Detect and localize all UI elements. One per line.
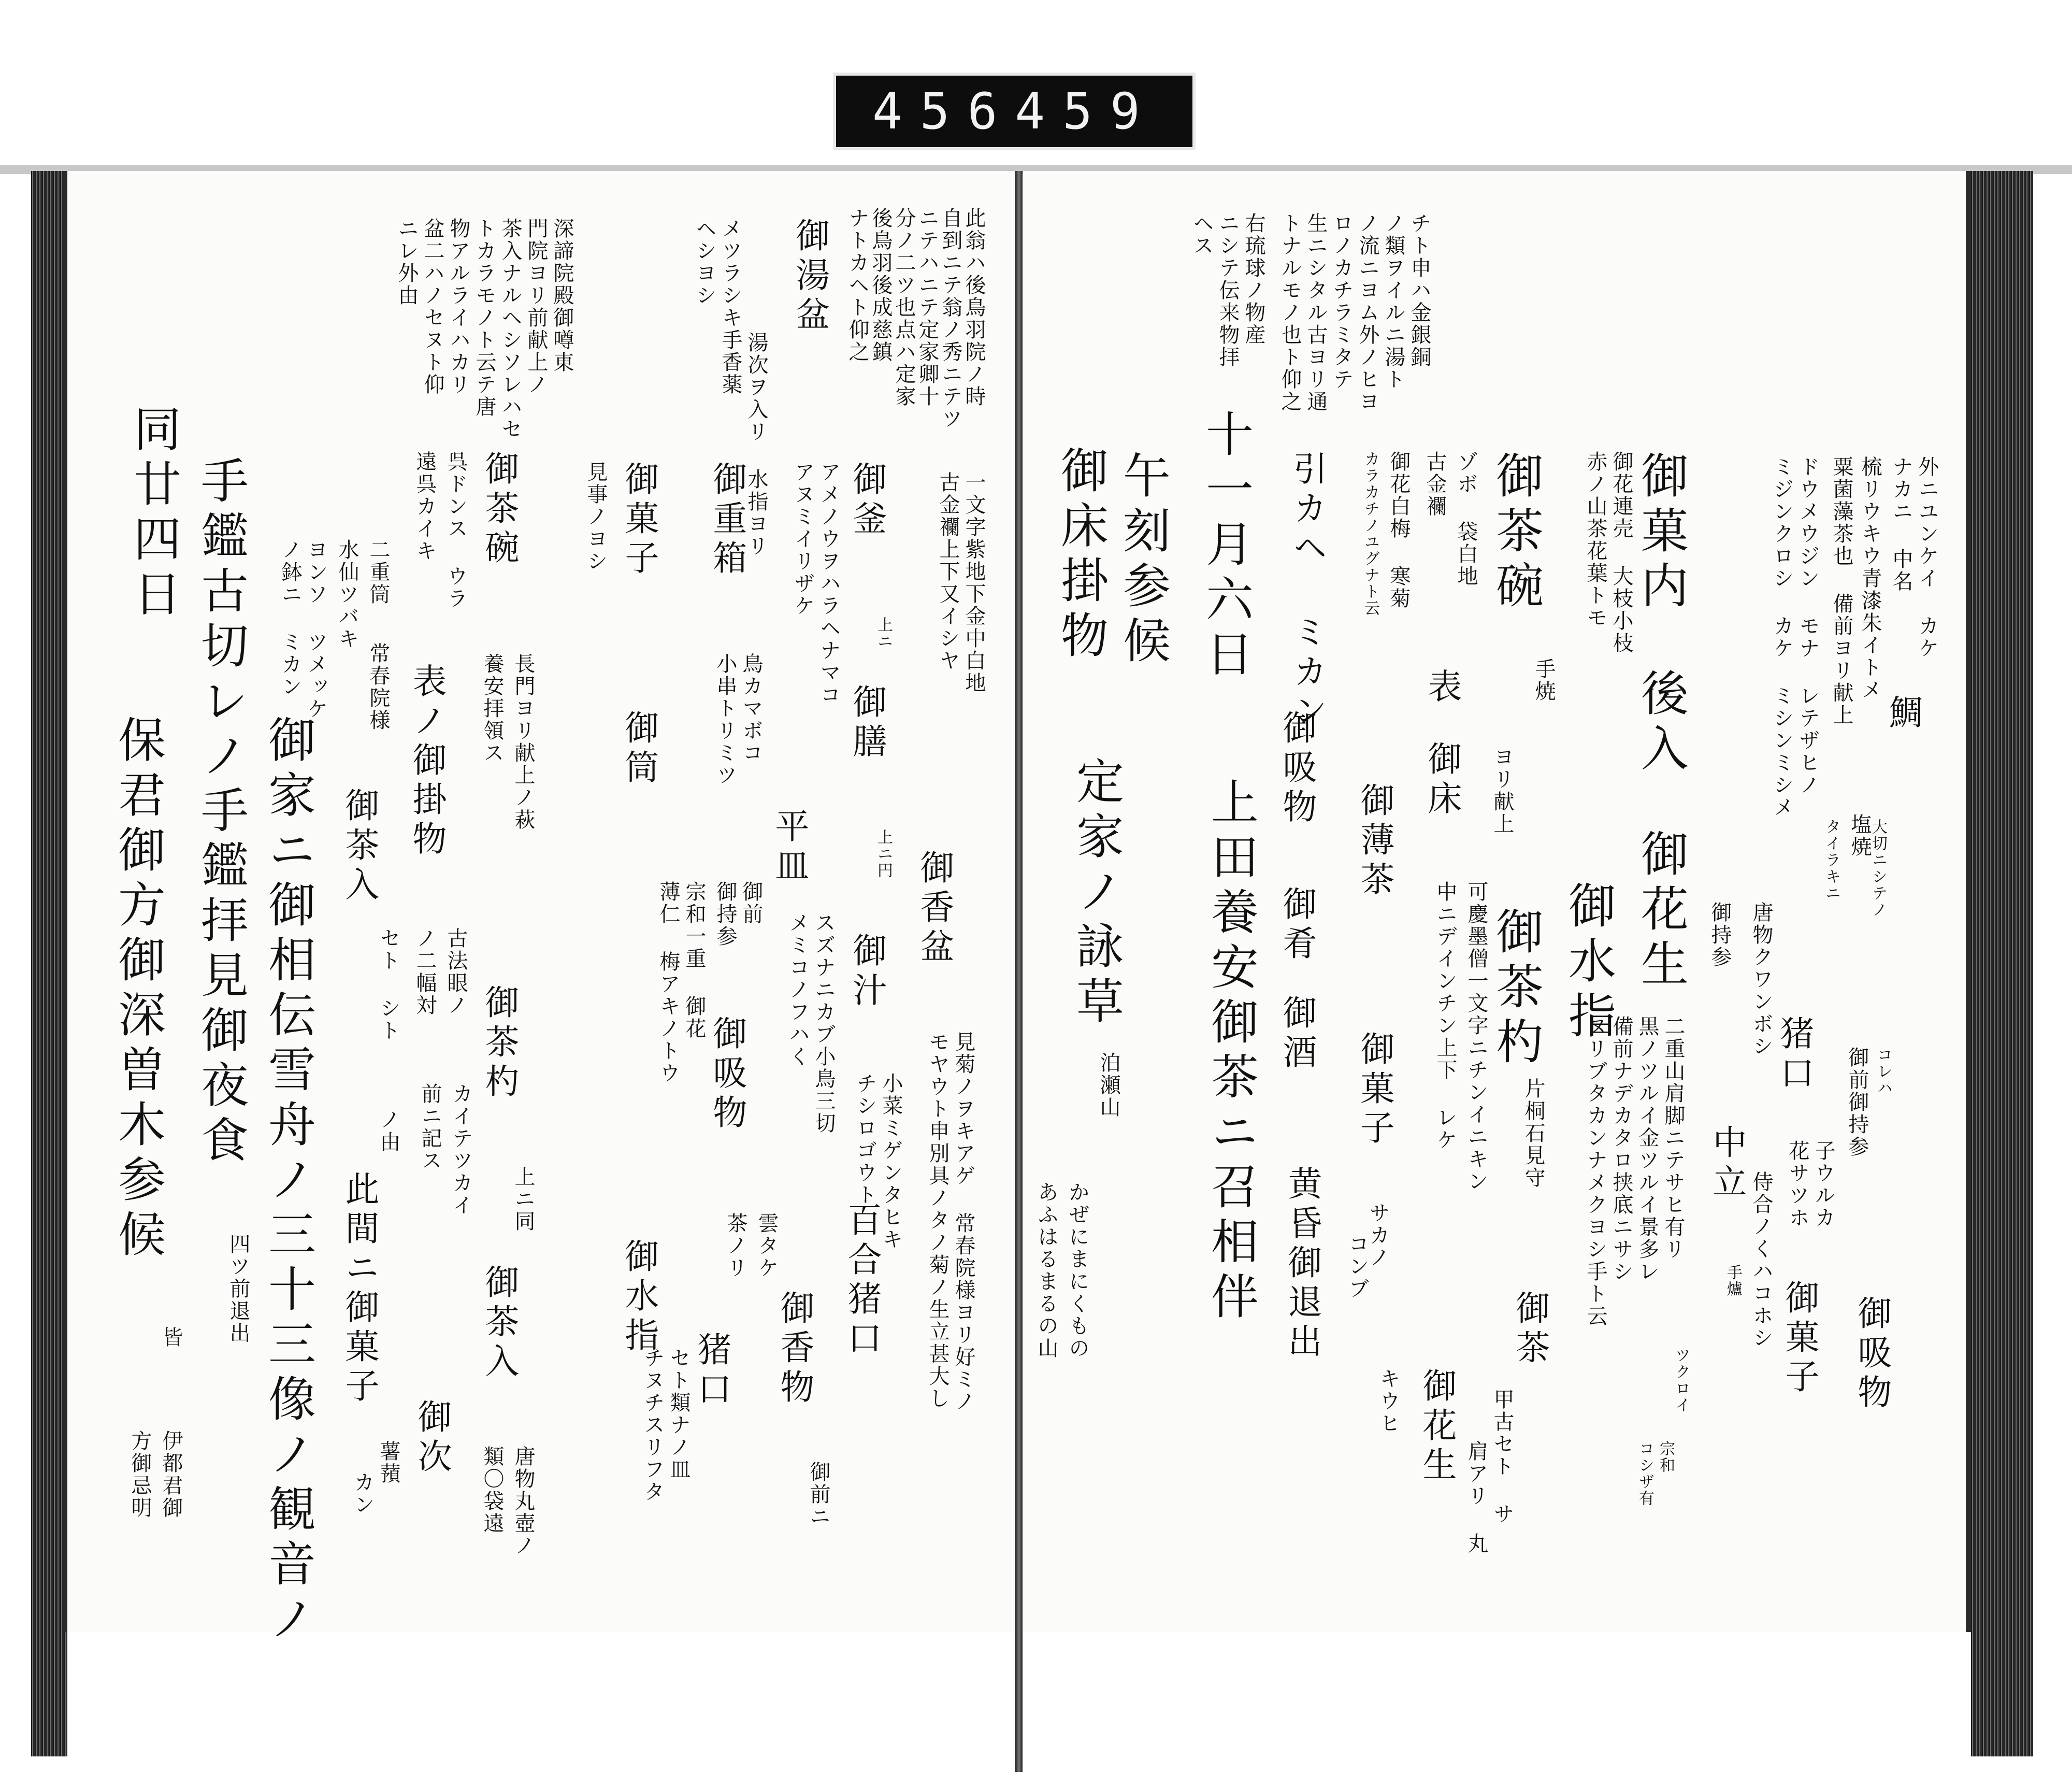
text-column: 御茶碗 — [479, 451, 519, 569]
text-column: カン — [351, 1471, 375, 1516]
text-column: 御釜 — [847, 461, 887, 540]
text-column: ナトカヘト仰之 — [845, 207, 869, 363]
text-column: 上ニ — [874, 617, 893, 650]
text-column: 御水指 — [1561, 881, 1616, 1046]
text-column: 御花生 — [1633, 829, 1689, 994]
text-column: 外ニユンケイ カケ — [1915, 456, 1939, 660]
text-column: 遠呉カイキ — [413, 451, 437, 562]
text-column: ツクロイ — [1672, 1347, 1690, 1413]
text-column: ニテハニテ定家卿十 — [915, 207, 939, 408]
text-column: 深諦院殿御噂東 — [550, 218, 574, 374]
text-column: ヘス — [1190, 212, 1214, 257]
text-column: 小串トリミツ — [713, 653, 737, 787]
text-column: カイテツカイ — [449, 1083, 473, 1217]
text-column: 自到ニテ翁ノ秀ニテツ — [939, 207, 962, 430]
text-column: 分ノ二ツ也点ハ定家 — [892, 207, 916, 408]
text-column: 門院ヨリ前献上ノ — [524, 218, 548, 396]
text-column: コンブ — [1345, 1233, 1369, 1300]
text-column: 御菓子 — [1355, 1031, 1394, 1149]
text-column: 御持参 — [713, 881, 737, 948]
text-column: 上田養安御茶ニ召相伴 — [1203, 777, 1259, 1326]
text-column: 一文字紫地下金中白地 — [962, 471, 986, 694]
text-column: セト シト — [377, 927, 400, 1042]
text-column: 物アルライハカリ — [447, 218, 470, 396]
text-column: 粟菌藻茶也 備前ヨリ献上 — [1830, 456, 1853, 726]
text-column: 御床 — [1422, 741, 1462, 820]
text-column: 御茶入 — [479, 1264, 519, 1382]
text-column: セト類ナノ皿 — [667, 1347, 690, 1481]
text-column: 後入 — [1633, 668, 1689, 778]
text-column: 古金襴上下又イシヤ — [936, 471, 960, 672]
text-column: カラカチノユグナト云 — [1361, 451, 1379, 617]
text-column: 前ニ記ス — [418, 1083, 442, 1172]
text-column: 伊都君御 — [159, 1430, 183, 1519]
text-column: 宗和一重 御花 — [682, 881, 706, 1040]
text-column: 薄仁 梅アキノトウ — [656, 881, 680, 1084]
text-column: 御前御持参 — [1845, 1047, 1869, 1158]
text-column: 見事ノヨシ — [584, 461, 608, 573]
text-column: 此間ニ御菓子 — [339, 1171, 379, 1407]
text-column: 表 — [1422, 668, 1462, 708]
text-column: 備前ナデカタロ挟底ニサシ — [1609, 1016, 1633, 1283]
text-column: 肩アリ 丸 — [1464, 1440, 1488, 1555]
text-column: 皆 — [159, 1326, 183, 1349]
text-column: チシロゴウト — [853, 1073, 877, 1206]
book-edge-right — [1971, 171, 2033, 1756]
text-column: ニレ外由 — [395, 218, 419, 307]
text-column: タイラキニ — [1822, 819, 1840, 902]
text-column: 赤ノ山茶花葉トモ — [1584, 451, 1607, 629]
text-column: 御茶杓 — [1488, 907, 1544, 1071]
text-column: 御汁 — [847, 933, 887, 1011]
text-column: 大切ニシテノ — [1869, 819, 1887, 918]
text-column: 鳥カマボコ — [739, 653, 763, 764]
text-column: アヌミイリザケ — [791, 461, 815, 617]
text-column: 同廿四日 — [126, 404, 181, 624]
text-column: アメノウヲハラヘナマコ — [817, 461, 841, 706]
text-column: 御吸物 — [1277, 710, 1317, 828]
text-column: 甲古セト サ — [1490, 1389, 1514, 1525]
text-column: 御夜食 — [193, 1005, 249, 1170]
text-column: チヌチスリフタ — [641, 1347, 665, 1503]
text-column: 御茶 — [1510, 1290, 1550, 1369]
text-column: 泊瀬山 — [1097, 1052, 1120, 1119]
text-column: 侍合ノくハコホシ — [1749, 1171, 1773, 1349]
text-column: ナカニ 中名 — [1889, 456, 1913, 593]
text-column: 後鳥羽後成慈鎮 — [869, 207, 893, 363]
text-column: 古金襴 — [1423, 451, 1447, 518]
text-column: 梳リウキウ青漆朱イトメ — [1858, 456, 1882, 701]
text-column: 茶ノリ — [724, 1212, 747, 1279]
text-column: 保君御方御深曽木参候 — [110, 715, 166, 1264]
text-column: かぜにまにくもの — [1066, 1181, 1089, 1360]
text-column: 鯛 — [1883, 694, 1923, 734]
text-column: 御前ニ — [807, 1461, 830, 1528]
text-column: 二重山肩脚ニテサヒ有リ — [1661, 1016, 1685, 1261]
text-column: 唐物丸壺ノ — [511, 1446, 535, 1557]
text-column: ドウメウジン モナ レテザヒノ — [1796, 456, 1820, 796]
text-column: ミジンクロシ カケ ミシンミシメ — [1770, 456, 1794, 819]
text-column: ノ類ヲイルニ湯ト — [1382, 212, 1405, 391]
text-column: 定家ノ詠草 — [1069, 756, 1124, 1031]
text-column: 花サツホ — [1786, 1140, 1809, 1229]
text-column: 生ニシタル古ヨリ通 — [1304, 212, 1328, 413]
text-column: 中立 — [1707, 1124, 1747, 1203]
text-column: 手鑑古切レノ手鑑拝見 — [193, 456, 249, 1005]
text-column: 見菊ノヲキアゲ 常春院様ヨリ好ミノ — [952, 1031, 975, 1413]
text-column: ノ鉢ニ ミカン — [278, 539, 302, 698]
text-column: 水仙ツバキ — [335, 539, 359, 650]
text-column: 常春院様 — [366, 642, 390, 732]
frame-number-right: 459 — [1015, 82, 1158, 140]
text-column: コシザ有 — [1636, 1440, 1654, 1507]
text-column: 御重箱 — [707, 461, 747, 579]
text-column: 表ノ御掛物 — [407, 663, 447, 860]
text-column: 唐物クワンボシ — [1749, 902, 1773, 1057]
text-column: 御吸物 — [1852, 1295, 1892, 1413]
text-column: 引カヘ ミカン — [1287, 451, 1327, 732]
text-column: 右琉球ノ物産 — [1242, 212, 1265, 346]
text-column: サカノ — [1366, 1202, 1390, 1269]
text-column: 盆二ハノセヌト仰 — [421, 218, 444, 396]
text-column: 十一月六日 — [1198, 409, 1254, 684]
text-column: 御茶杓 — [479, 984, 519, 1103]
text-column: 午刻参候 — [1115, 451, 1171, 670]
text-column: ヨリ献上 — [1490, 746, 1514, 835]
text-column: 手焼 — [1532, 658, 1556, 703]
text-column: モヤウト申別具ノタノ菊ノ生立甚大し — [926, 1031, 949, 1410]
text-column: ゾボ 袋白地 — [1454, 451, 1478, 588]
text-column: 百合猪口 — [842, 1202, 882, 1360]
text-column: 薯蕷 — [377, 1440, 400, 1485]
text-column: 宗和 — [1657, 1440, 1675, 1474]
text-column: 類〇袋遠 — [480, 1446, 504, 1535]
text-column: 御菓子 — [619, 461, 659, 579]
text-column: 湯次ヲ入リ 水指ヨリ — [744, 332, 768, 557]
text-column: メミコノフハく — [786, 912, 810, 1068]
text-column: ヘシヨシ — [693, 218, 716, 307]
frame-number-left: 456 — [872, 82, 1015, 140]
text-column: 御菓子 — [1779, 1280, 1819, 1398]
text-column: 御持参 — [1708, 902, 1732, 968]
text-column: 御水指 — [619, 1238, 659, 1356]
text-column: 手爐 — [1724, 1264, 1742, 1297]
text-column: 御肴 — [1277, 886, 1317, 965]
text-column: トカラモノト云テ唐 — [472, 218, 496, 418]
text-column: スズナニカブ小鳥三切 — [812, 912, 836, 1135]
text-column: ノ流ニヨム外ノヒヨ — [1356, 212, 1379, 413]
text-column: 上ニ円 — [874, 829, 893, 879]
text-column: トナルモノ也ト仰之 — [1278, 212, 1302, 413]
text-column: 御花白梅 寒菊 — [1387, 451, 1411, 610]
text-column: 長門ヨリ献上ノ萩 — [511, 653, 535, 831]
film-frame-label — [833, 73, 1196, 150]
text-column: キウヒ — [1376, 1368, 1400, 1435]
text-column: ロノカチラミタテ — [1330, 212, 1354, 391]
text-column: 御膳 — [847, 684, 887, 763]
text-column: 御酒 — [1277, 995, 1317, 1074]
text-column: 小菜ミゲンタヒキ — [879, 1073, 903, 1251]
text-column: 御吸物 — [707, 1016, 747, 1134]
text-column: 中ニデインチン上下 レケ — [1433, 881, 1457, 1151]
text-column: 御花生 — [1417, 1368, 1457, 1486]
text-column: 可慶墨僧一文字ニチンイニキン — [1464, 881, 1488, 1193]
text-column: 御茶入 — [339, 788, 379, 906]
text-column: 御菓内 — [1633, 451, 1689, 616]
text-column: 黒ノツルイ金ツルイ景多レ — [1635, 1016, 1659, 1283]
text-column: 御床掛物 — [1053, 446, 1109, 665]
text-column: ヨンソ ツメッケ — [304, 539, 328, 720]
text-column: 御茶碗 — [1488, 451, 1544, 616]
text-column: 方御忌明 — [128, 1430, 152, 1519]
text-column: 茶入ナルヘシソレハセ — [498, 218, 522, 440]
text-column: 御次 — [412, 1399, 452, 1478]
text-column: 二重筒 — [366, 539, 390, 606]
text-column: 平皿 — [769, 808, 809, 887]
text-column: ノ二幅対 — [413, 927, 437, 1017]
text-column: 御香盆 — [914, 850, 954, 968]
text-column: 此翁ハ後鳥羽院ノ時 — [962, 207, 986, 408]
text-column: 御筒 — [619, 710, 659, 789]
text-column: 御家ニ御相伝雪舟ノ三十三像ノ観音ノ — [261, 715, 316, 1649]
text-column: 子ウルカ — [1811, 1140, 1835, 1229]
book-gutter — [1015, 171, 1023, 1772]
text-column: ノ由 — [377, 1109, 400, 1153]
text-column: 片桐石見守 — [1521, 1078, 1545, 1189]
text-column: 呉ドンス ウラ — [444, 451, 468, 610]
text-column: 猪口 — [692, 1332, 731, 1410]
text-column: あふはるまるの山 — [1034, 1181, 1058, 1360]
text-column: 四ツ前退出 — [226, 1233, 250, 1345]
text-column: ヌリブタカンナメクヨシ手ト云 — [1584, 1016, 1607, 1327]
text-column: ニシテ伝来物拝 — [1216, 212, 1240, 368]
text-column: 上ニ同 — [511, 1166, 535, 1233]
text-column: 御花連売 大枝小枝 — [1609, 451, 1633, 654]
text-column: 御薄茶 — [1355, 782, 1394, 900]
text-column: 塩焼 — [1848, 813, 1872, 858]
text-column: 黄昏御退出 — [1282, 1166, 1322, 1363]
text-column: チト申ハ金銀銅 — [1407, 212, 1431, 368]
text-column: コレハ — [1874, 1047, 1892, 1096]
text-column: 御湯盆 — [790, 218, 830, 336]
text-column: 古法眼ノ — [444, 927, 468, 1017]
text-column: 雲タケ — [755, 1212, 779, 1279]
text-column: 猪口 — [1774, 1016, 1814, 1094]
text-column: 養安拝領ス — [480, 653, 504, 764]
text-column: メツラシキ手香薬 — [718, 218, 742, 396]
text-column: 御前 — [739, 881, 763, 925]
text-column: 御香物 — [774, 1290, 814, 1408]
